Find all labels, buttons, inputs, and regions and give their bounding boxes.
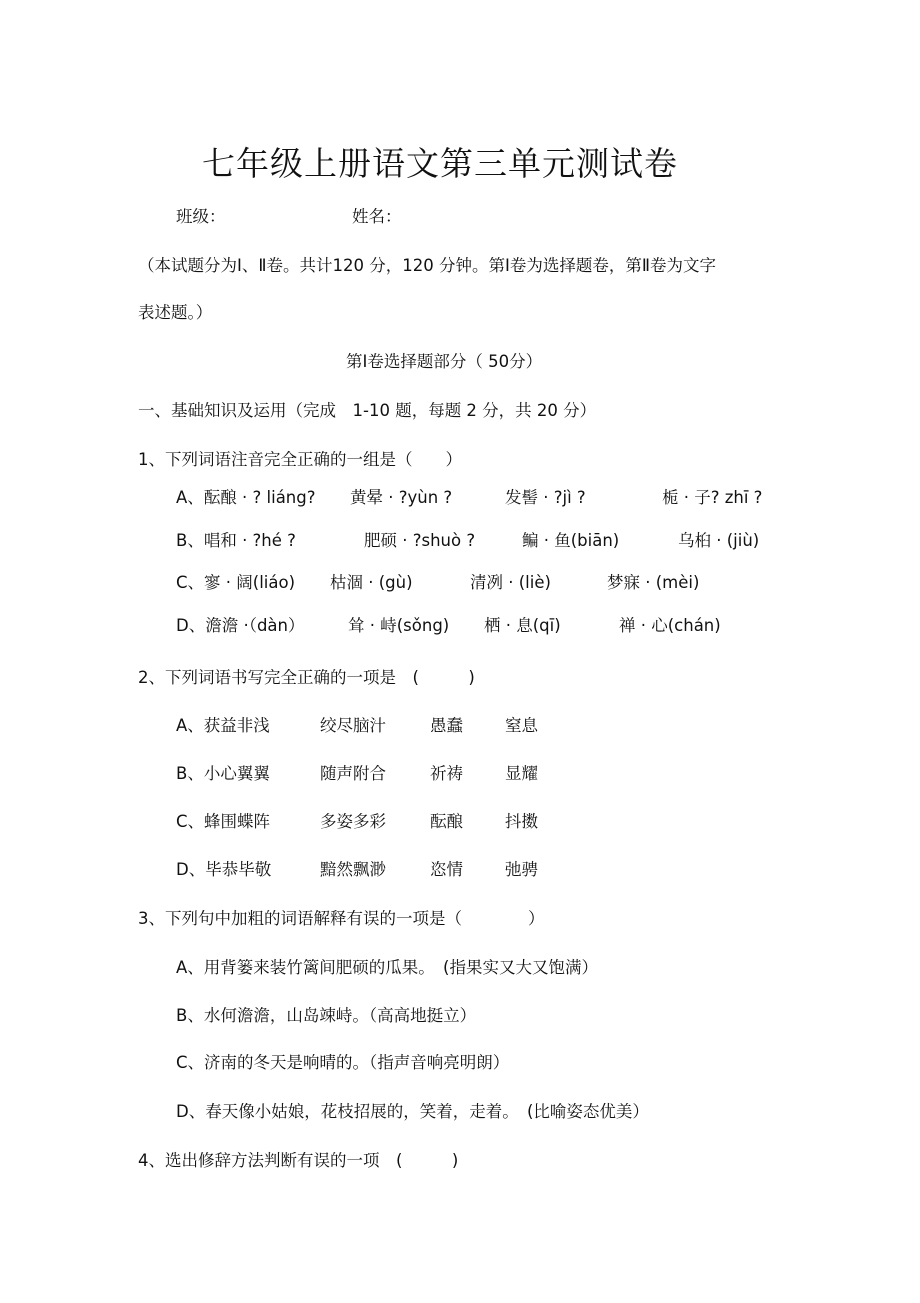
q3-option-d: D、春天像小姑娘，花枝招展的，笑着，走着。 (比喻姿态优美） [176, 1102, 649, 1121]
q2-option-cell: 窒息 [505, 716, 538, 735]
q1-option-cell: 耸 · 峙(sǒng) [348, 616, 450, 635]
q4-stem: 4、选出修辞方法判断有误的一项 ( ) [138, 1151, 459, 1170]
q2-stem: 2、下列词语书写完全正确的一项是 ( ) [138, 668, 475, 687]
q2-option-cell: 绞尽脑汁 [320, 716, 386, 735]
q2-option-cell: 酝酿 [430, 812, 463, 831]
q2-option-cell: B、小心翼翼 [176, 764, 270, 783]
q2-option-cell: 黯然飘渺 [320, 860, 386, 879]
q3-stem: 3、下列句中加粗的词语解释有误的一项是（ ） [138, 909, 545, 928]
q2-option-cell: A、获益非浅 [176, 716, 270, 735]
q1-option-cell: 栀 · 子? zhī ? [662, 488, 763, 507]
q2-option-cell: 显耀 [505, 764, 538, 783]
q3-option-c: C、济南的冬天是响晴的。（指声音响亮明朗） [176, 1053, 510, 1072]
q1-option-cell: 黄晕 · ?yùn ? [350, 488, 453, 507]
q1-option-cell: 梦寐 · (mèi) [607, 573, 700, 592]
q1-option-cell: 发髻 · ?jì ? [505, 488, 586, 507]
q2-option-cell: C、蜂围蝶阵 [176, 812, 271, 831]
q2-option-cell: 弛骋 [505, 860, 538, 879]
q1-option-cell: A、酝酿 · ? liáng? [176, 488, 316, 507]
q2-option-cell: 多姿多彩 [320, 812, 386, 831]
name-label: 姓名： [352, 207, 402, 226]
q1-option-cell: 肥硕 · ?shuò ? [364, 531, 476, 550]
q2-option-cell: 愚蠢 [430, 716, 463, 735]
q1-option-cell: D、澹澹 ·（dàn） [176, 616, 305, 635]
q2-option-cell: 祈祷 [430, 764, 463, 783]
q1-option-cell: B、唱和 · ?hé ? [176, 531, 296, 550]
q1-option-cell: 乌桕 · (jiù) [678, 531, 760, 550]
q3-option-a: A、用背篓来装竹篱间肥硕的瓜果。 (指果实又大又饱满） [176, 958, 598, 977]
q2-option-cell: 恣情 [430, 860, 463, 879]
intro-line-2: 表述题。） [138, 303, 213, 322]
q1-option-cell: 栖 · 息(qī) [484, 616, 561, 635]
intro-line-1: （本试题分为Ⅰ、Ⅱ卷。共计120 分，120 分钟。第Ⅰ卷为选择题卷，第Ⅱ卷为文字 [138, 256, 716, 275]
q1-option-cell: 禅 · 心(chán) [619, 616, 721, 635]
part1-heading: 第Ⅰ卷选择题部分（ 50分） [346, 352, 543, 371]
q2-option-cell: D、毕恭毕敬 [176, 860, 272, 879]
q1-option-cell: 鳊 · 鱼(biān) [522, 531, 620, 550]
q1-option-cell: C、寥 · 阔(liáo) [176, 573, 296, 592]
q1-stem: 1、下列词语注音完全正确的一组是（ ） [138, 450, 462, 469]
page-title: 七年级上册语文第三单元测试卷 [202, 144, 678, 183]
class-label: 班级： [176, 207, 226, 226]
q1-option-cell: 清冽 · (liè) [470, 573, 551, 592]
section1-heading: 一、基础知识及运用（完成 1-10 题，每题 2 分，共 20 分） [138, 401, 597, 420]
q2-option-cell: 随声附合 [320, 764, 386, 783]
q2-option-cell: 抖擞 [505, 812, 538, 831]
q3-option-b: B、水何澹澹，山岛竦峙。（高高地挺立） [176, 1006, 477, 1025]
q1-option-cell: 枯涸 · (gù) [330, 573, 413, 592]
